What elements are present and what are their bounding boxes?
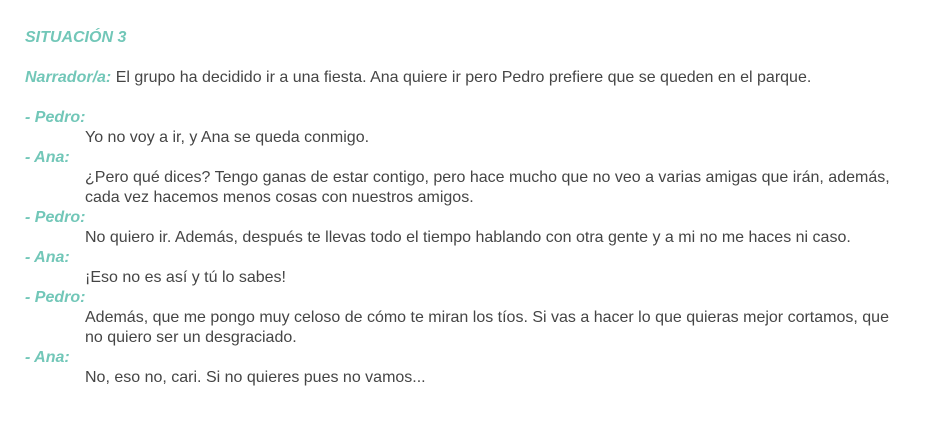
- dialogue-turn-ana-1: [25, 148, 925, 208]
- dialogue-line: Yo no voy a ir, y Ana se queda conmigo.: [85, 129, 370, 146]
- speaker-label: - Pedro:: [25, 289, 86, 306]
- dialogue-line: ¡Eso no es así y tú lo sabes!: [85, 269, 286, 286]
- dialogue-line: Además, que me pongo muy celoso de cómo te miran los tíos. Si vas a hacer lo que quieras mejor cortamos, que no quiero ser un desgraciado.: [85, 309, 889, 346]
- speaker-label: - Pedro:: [25, 109, 86, 126]
- dialogue-line: No quiero ir. Además, después te llevas todo el tiempo hablando con otra gente y a mi no me haces ni caso.: [85, 229, 851, 246]
- dialogue-turn-ana-3: [25, 348, 925, 388]
- dialogue-turn-pedro-2: [25, 208, 925, 248]
- speaker-label: - Ana:: [25, 149, 70, 166]
- dialogue-line: No, eso no, cari. Si no quieres pues no vamos...: [85, 369, 426, 386]
- dialogue-line: ¿Pero qué dices? Tengo ganas de estar contigo, pero hace mucho que no veo a varias amigas que irán, además, cada vez hacemos menos cosas con nuestros amigos.: [85, 169, 890, 206]
- narrator-label: Narrador/a:: [25, 69, 112, 86]
- dialogue-turn-pedro-1: [25, 108, 925, 148]
- dialogue-turn-pedro-3: [25, 288, 925, 348]
- speaker-label: - Ana:: [25, 349, 70, 366]
- narration-paragraph: [25, 68, 925, 88]
- speaker-label: - Ana:: [25, 249, 70, 266]
- document: [25, 28, 925, 388]
- dialogue-turn-ana-2: [25, 248, 925, 288]
- situation-title: SITUACIÓN 3: [25, 29, 127, 46]
- narration-text: El grupo ha decidido ir a una fiesta. Ana quiere ir pero Pedro prefiere que se queden en el parque.: [115, 69, 812, 86]
- speaker-label: - Pedro:: [25, 209, 86, 226]
- dialogue: [25, 108, 925, 388]
